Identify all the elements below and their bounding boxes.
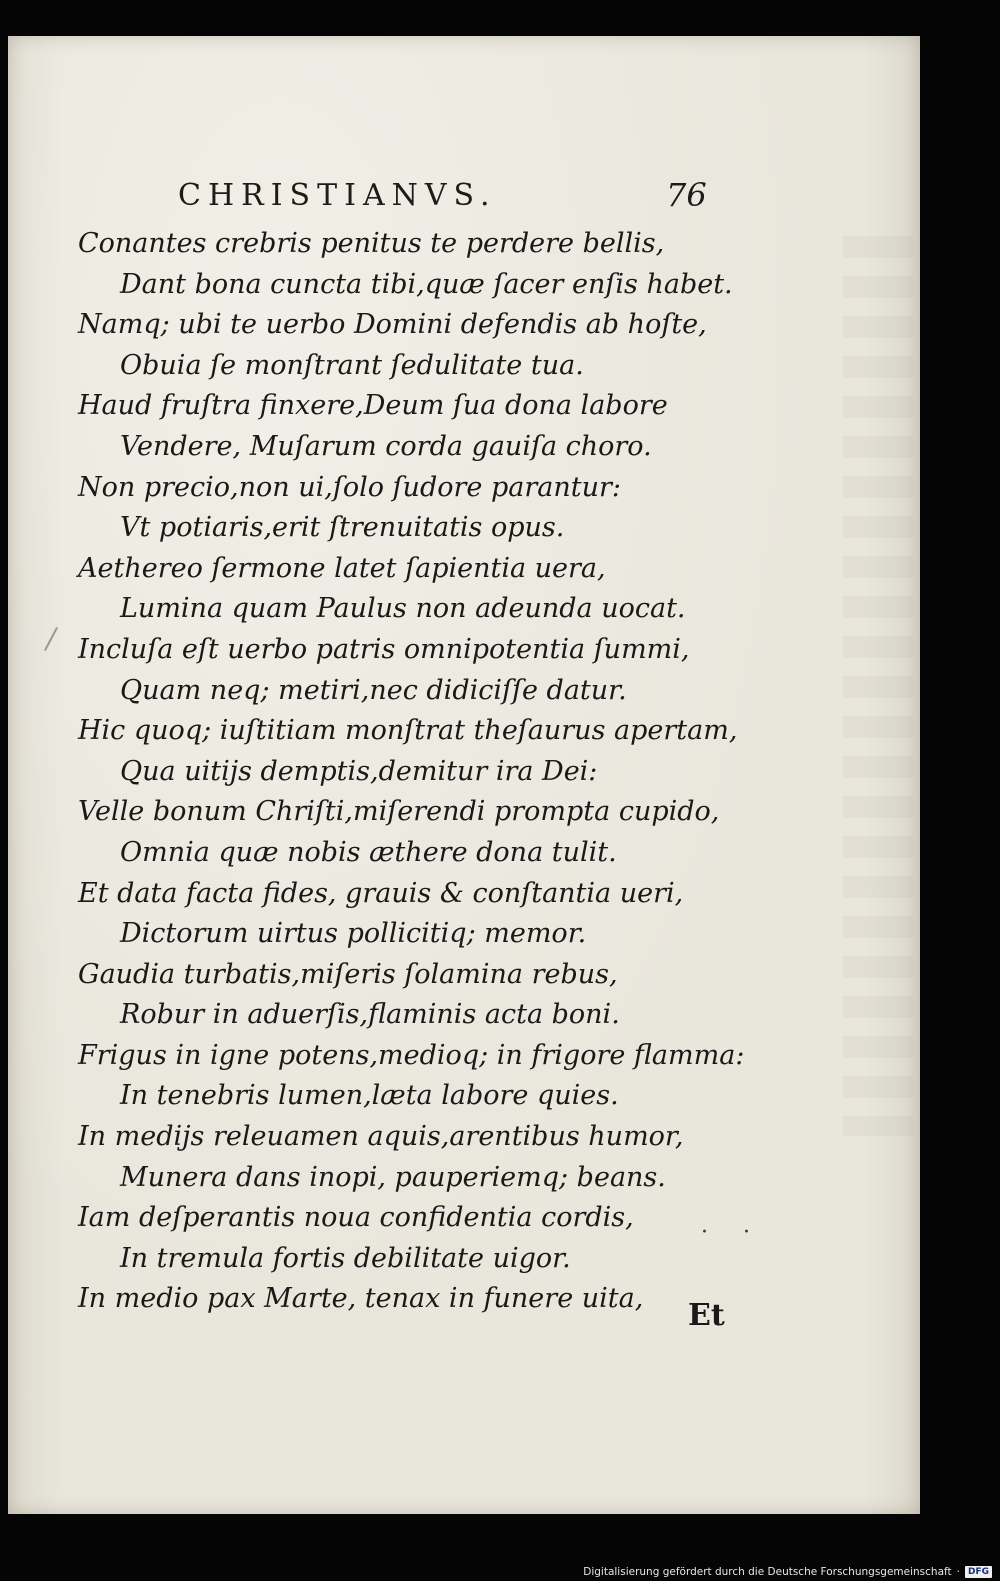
dfg-logo-icon: DFG — [965, 1566, 992, 1578]
catchword: Et — [688, 1298, 725, 1333]
verse-line: Quam neq; metiri,nec didiciſſe datur. — [120, 674, 627, 706]
verse-line: Qua uitijs demptis,demitur ira Dei: — [120, 755, 598, 787]
running-head: CHRISTIANVS. — [178, 178, 497, 213]
verse-line: Omnia quæ nobis æthere dona tulit. — [120, 836, 617, 868]
verse-line: Conantes crebris penitus te perdere bellis, — [78, 228, 665, 259]
verse-line: In medijs releuamen aquis,arentibus humor, — [78, 1121, 684, 1153]
page-number: 76 — [666, 176, 707, 214]
verse-line: Haud fruſtra finxere,Deum ſua dona labore — [78, 390, 668, 422]
verse-line: Frigus in igne potens,medioq; in frigore flamma: — [78, 1039, 745, 1071]
footer-separator: · — [956, 1566, 960, 1578]
stray-dots: · · — [701, 1220, 764, 1245]
digitization-footer — [583, 1566, 992, 1578]
verse-line: Et data facta fides, grauis & conſtantia ueri, — [78, 877, 684, 909]
verse-line: Dictorum uirtus pollicitiq; memor. — [120, 918, 587, 950]
verse-line: Vt potiaris,erit ſtrenuitatis opus. — [120, 512, 565, 544]
footer-text: Digitalisierung gefördert durch die Deutsche Forschungsgemeinschaft — [583, 1566, 952, 1578]
verse-line: Incluſa eſt uerbo patris omnipotentia ſummi, — [78, 633, 690, 665]
verse-line: Gaudia turbatis,miſeris ſolamina rebus, — [78, 958, 618, 990]
verse-line: Iam deſperantis noua confidentia cordis, — [78, 1202, 634, 1234]
verse-line: Obuia ſe monſtrant ſedulitate tua. — [120, 349, 584, 381]
verse-line: Hic quoq; iuſtitiam monſtrat theſaurus apertam, — [78, 715, 738, 747]
verse-line: Aethereo ſermone latet ſapientia uera, — [78, 552, 606, 584]
verse-block — [8, 224, 908, 1320]
verse-line: Robur in aduerſis,flaminis acta boni. — [120, 999, 620, 1031]
verse-line: Namq; ubi te uerbo Domini defendis ab hoſte, — [78, 309, 707, 341]
verse-line: Non precio,non ui,ſolo ſudore parantur: — [78, 471, 621, 503]
verse-line: In tenebris lumen,læta labore quies. — [120, 1080, 619, 1112]
verse-line: Velle bonum Chriſti,miſerendi prompta cupido, — [78, 796, 720, 828]
verse-line: Vendere, Muſarum corda gauiſa choro. — [120, 430, 652, 462]
verse-line: Dant bona cuncta tibi,quæ ſacer enſis habet. — [120, 268, 733, 300]
book-page — [8, 36, 920, 1514]
verse-line: Lumina quam Paulus non adeunda uocat. — [120, 593, 686, 625]
verse-line: Munera dans inopi, pauperiemq; beans. — [120, 1161, 666, 1193]
verse-line: In tremula fortis debilitate uigor. — [120, 1242, 571, 1274]
verse-line: In medio pax Marte, tenax in funere uita, — [78, 1283, 644, 1315]
